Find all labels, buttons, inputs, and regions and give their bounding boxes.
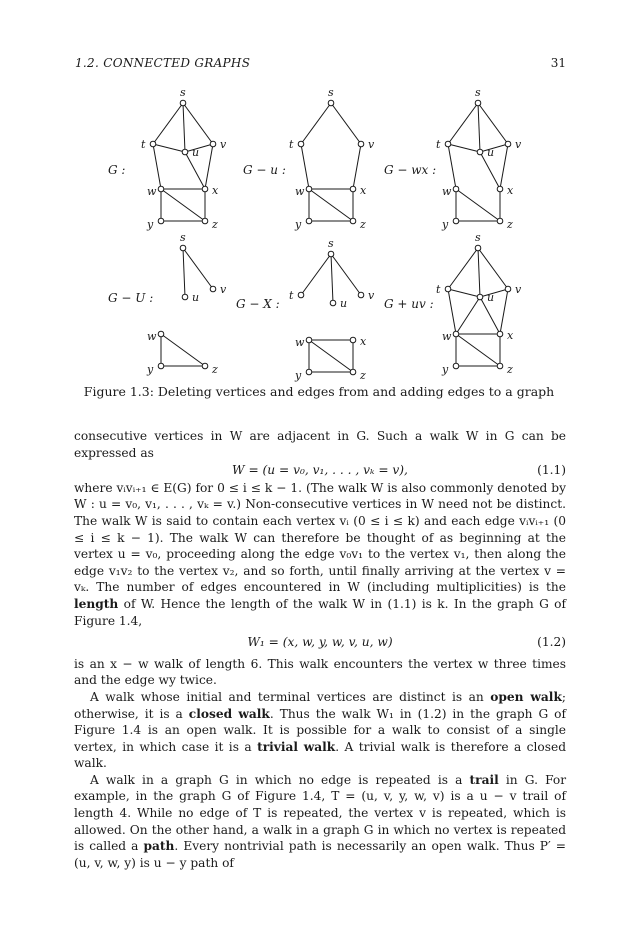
paragraph-2-end: of W. Hence the length of the walk W in (1.1) is k. In the graph G of Figure 1.4, [74, 596, 567, 628]
graph-5-edge-tu [448, 289, 480, 297]
graph-5-vertex-w [453, 331, 459, 337]
term-trivial-walk: trivial walk [257, 739, 336, 754]
equation-1-1-number: (1.1) [537, 463, 566, 478]
graph-5-vertex-z [497, 363, 503, 369]
graph-4-edge-st [301, 254, 331, 295]
graph-3-vertex-v [210, 286, 216, 292]
equation-1-1-expr: W = (u = v₀, v₁, . . . , vₖ = v), [232, 463, 408, 478]
graph-4-vertex-label-z: z [360, 369, 366, 382]
graph-1-vertex-label-v: v [368, 138, 375, 151]
graph-5-vertex-label-x: x [507, 329, 514, 342]
graph-3-vertex-u [182, 294, 188, 300]
graph-5-vertex-t [445, 286, 451, 292]
paragraph-5-d: . Every nontrivial path is necessarily an open walk. Thus P′ = (u, v, w, y) is u − y path of [74, 839, 566, 870]
graph-1-vertex-x [350, 186, 356, 192]
graph-2-edge-sv [478, 103, 508, 144]
graph-5-label: G + uv : [384, 297, 434, 311]
graph-3-vertex-label-w: w [147, 330, 157, 343]
graph-1-vertex-s [328, 100, 334, 106]
graph-0-edge-su [183, 103, 185, 152]
body-text [74, 428, 566, 871]
graph-4-vertex-label-x: x [360, 335, 367, 348]
graph-4-vertex-x [350, 337, 356, 343]
graph-4-edge-su [331, 254, 333, 303]
graph-0-edge-tw [153, 144, 161, 189]
term-closed-walk: closed walk [188, 706, 270, 721]
graph-2-vertex-label-t: t [436, 138, 441, 151]
graph-0-vertex-u [182, 149, 188, 155]
graph-2-vertex-s [475, 100, 481, 106]
graph-1-vertex-label-y: y [295, 218, 302, 231]
graph-4-edge-wz [309, 340, 353, 372]
graph-5-edge-sv [478, 248, 508, 289]
graph-1-vertex-label-s: s [328, 86, 334, 99]
graph-3-edge-wz [161, 334, 205, 366]
graph-2-vertex-label-w: w [442, 185, 452, 198]
paragraph-4-c: ; otherwise, it is a [74, 689, 566, 721]
graph-0-edge-tu [153, 144, 185, 152]
graph-5-vertex-label-v: v [515, 283, 522, 296]
graph-4-vertex-label-y: y [295, 369, 302, 382]
term-trail: trail [469, 772, 499, 787]
page-number: 31 [550, 56, 566, 70]
graph-2-edge-vx [500, 144, 508, 189]
graph-3-edge-sv [183, 248, 213, 289]
graph-0-vertex-y [158, 218, 164, 224]
graph-0-vertex-v [210, 141, 216, 147]
graph-2-edge-st [448, 103, 478, 144]
graph-2-vertex-y [453, 218, 459, 224]
graph-5-vertex-u [477, 294, 483, 300]
graph-1-vertex-z [350, 218, 356, 224]
graph-3-vertex-label-v: v [220, 283, 227, 296]
graph-3-edge-su [183, 248, 185, 297]
term-length: length [74, 596, 119, 611]
graph-2-edge-su [478, 103, 480, 152]
graph-5-vertex-label-w: w [442, 330, 452, 343]
graph-1-vertex-w [306, 186, 312, 192]
graph-1-vertex-label-x: x [360, 184, 367, 197]
graph-0-vertex-label-v: v [220, 138, 227, 151]
graph-2-vertex-label-z: z [507, 218, 513, 231]
graph-3-vertex-label-y: y [147, 363, 154, 376]
graph-1-vertex-label-w: w [295, 185, 305, 198]
graph-0-edge-st [153, 103, 183, 144]
paragraph-2-text: where vᵢvᵢ₊₁ ∈ E(G) for 0 ≤ i ≤ k − 1. (The walk W is also commonly denoted by W : u = v₀, v₁, . . . , vₖ = v.) Non-consecutive vertices in W need not be distinct. The walk W is said to contain each vertex vᵢ (0 ≤ i ≤ k) and each edge vᵢvᵢ₊₁ (0 ≤ i ≤ k − 1). The walk W can therefore be thought of as beginning at the vertex u = v₀, proceeding along the edge v₀v₁ to the vertex v₁, then along the edge v₁v₂ to the vertex v₂, and so forth, until finally arriving at the vertex v = vₖ. The number of edges encountered in W (including multiplicities) is the [74, 480, 566, 595]
graph-3-vertex-s [180, 245, 186, 251]
graph-4-vertex-y [306, 369, 312, 375]
graph-2-vertex-w [453, 186, 459, 192]
graph-1-edge-wz [309, 189, 353, 221]
graph-2-label: G − wx : [384, 163, 437, 177]
paragraph-5-c: in G. For example, in the graph G of Figure 1.4, T = (u, v, y, w, v) is a u − v trail of length 4. While no edge of T is repeated, the vertex v is repeated, which is allowed. On the other hand, a walk in a graph G in which no vertex is repeated is called a [74, 772, 567, 854]
figure-caption: Figure 1.3: Deleting vertices and edges from and adding edges to a graph [83, 384, 555, 399]
graph-1-edge-vx [353, 144, 361, 189]
graph-5-vertex-x [497, 331, 503, 337]
graph-4-vertex-u [330, 300, 336, 306]
graph-3-label: G − U : [108, 291, 154, 305]
graph-0-vertex-label-y: y [147, 218, 154, 231]
graph-1-edge-tw [301, 144, 309, 189]
graph-2-edge-wz [456, 189, 500, 221]
graph-5-edge-uw [456, 297, 480, 334]
graph-5-edge-st [448, 248, 478, 289]
graph-5-vertex-label-y: y [442, 363, 449, 376]
graph-0-edge-wz [161, 189, 205, 221]
graph-4-vertex-label-u: u [340, 297, 348, 310]
graph-2-vertex-label-x: x [507, 184, 514, 197]
paragraph-5 [74, 772, 566, 872]
graph-0-edge-sv [183, 103, 213, 144]
graph-0-vertex-x [202, 186, 208, 192]
graph-0-vertex-label-t: t [141, 138, 146, 151]
graph-5-edge-tw [448, 289, 456, 334]
equation-1-2-expr: W₁ = (x, w, y, w, v, u, w) [247, 635, 393, 650]
graph-1-vertex-y [306, 218, 312, 224]
graph-0-vertex-w [158, 186, 164, 192]
graph-0-vertex-t [150, 141, 156, 147]
paragraph-4-a: A walk whose initial and terminal vertices are distinct is an [90, 689, 484, 704]
graph-1-vertex-label-t: t [289, 138, 294, 151]
graph-4-vertex-label-w: w [295, 336, 305, 349]
graph-4-vertex-label-v: v [368, 289, 375, 302]
graph-5-vertex-label-t: t [436, 283, 441, 296]
graph-1-edge-sv [331, 103, 361, 144]
graph-0-vertex-label-w: w [147, 185, 157, 198]
graph-2-vertex-v [505, 141, 511, 147]
graph-1-label: G − u : [243, 163, 286, 177]
graph-4-vertex-w [306, 337, 312, 343]
figure-graphs [0, 0, 638, 384]
term-path: path [143, 839, 175, 854]
graph-5-vertex-label-z: z [507, 363, 513, 376]
graph-5-vertex-label-s: s [475, 231, 481, 244]
graph-5-vertex-y [453, 363, 459, 369]
graph-2-vertex-u [477, 149, 483, 155]
graph-4-vertex-v [358, 292, 364, 298]
graph-3-vertex-label-s: s [180, 231, 186, 244]
graph-0-vertex-label-z: z [212, 218, 218, 231]
graph-0-vertex-label-s: s [180, 86, 186, 99]
graph-2-edge-tu [448, 144, 480, 152]
running-header-section: 1.2. CONNECTED GRAPHS [75, 56, 251, 70]
graph-1-vertex-v [358, 141, 364, 147]
graph-1-edge-st [301, 103, 331, 144]
graph-0-vertex-s [180, 100, 186, 106]
graph-2-vertex-label-u: u [487, 146, 495, 159]
graph-5-edge-vx [500, 289, 508, 334]
graph-2-vertex-label-s: s [475, 86, 481, 99]
graph-2-vertex-label-v: v [515, 138, 522, 151]
paragraph-1: consecutive vertices in W are adjacent in G. Such a walk W in G can be expressed as [74, 429, 566, 460]
graph-4-vertex-z [350, 369, 356, 375]
graph-0-vertex-z [202, 218, 208, 224]
graph-4-vertex-s [328, 251, 334, 257]
equation-1-2 [74, 634, 566, 651]
graph-5-edge-su [478, 248, 480, 297]
graph-3-vertex-label-z: z [212, 363, 218, 376]
graph-5-vertex-s [475, 245, 481, 251]
graph-5-vertex-v [505, 286, 511, 292]
graph-4-edge-sv [331, 254, 361, 295]
graph-5-vertex-label-u: u [487, 291, 495, 304]
graph-0-label: G : [108, 163, 126, 177]
graph-2-vertex-label-y: y [442, 218, 449, 231]
paragraph-4-d: . Thus the walk W₁ in (1.2) in the graph G of Figure 1.4 is an open walk. It is possible for a walk to consist of a single vertex, in which case it is a [74, 706, 566, 754]
graph-0-edge-vx [205, 144, 213, 189]
graph-2-edge-tw [448, 144, 456, 189]
graph-4-vertex-label-s: s [328, 237, 334, 250]
graph-4-vertex-t [298, 292, 304, 298]
paragraph-3: is an x − w walk of length 6. This walk encounters the vertex w three times and the edge wy twice. [74, 656, 566, 688]
equation-1-1 [74, 462, 566, 479]
graph-5-edge-wz [456, 334, 500, 366]
graph-4-label: G − X : [236, 297, 280, 311]
graph-1-vertex-t [298, 141, 304, 147]
equation-1-2-number: (1.2) [537, 635, 566, 650]
graph-0-vertex-label-x: x [212, 184, 219, 197]
graph-2-vertex-x [497, 186, 503, 192]
graph-3-vertex-label-u: u [192, 291, 200, 304]
graph-3-vertex-w [158, 331, 164, 337]
graph-0-vertex-label-u: u [192, 146, 200, 159]
term-open-walk: open walk [490, 689, 562, 704]
paragraph-4-e: . A trivial walk is therefore a closed walk. [74, 739, 567, 771]
graph-3-vertex-z [202, 363, 208, 369]
graph-2-vertex-z [497, 218, 503, 224]
paragraph-2 [74, 480, 566, 629]
graph-2-vertex-t [445, 141, 451, 147]
graph-1-vertex-label-z: z [360, 218, 366, 231]
graph-4-vertex-label-t: t [289, 289, 294, 302]
graph-3-vertex-y [158, 363, 164, 369]
paragraph-4 [74, 689, 566, 772]
paragraph-5-a: A walk in a graph G in which no edge is repeated is a [90, 772, 463, 787]
